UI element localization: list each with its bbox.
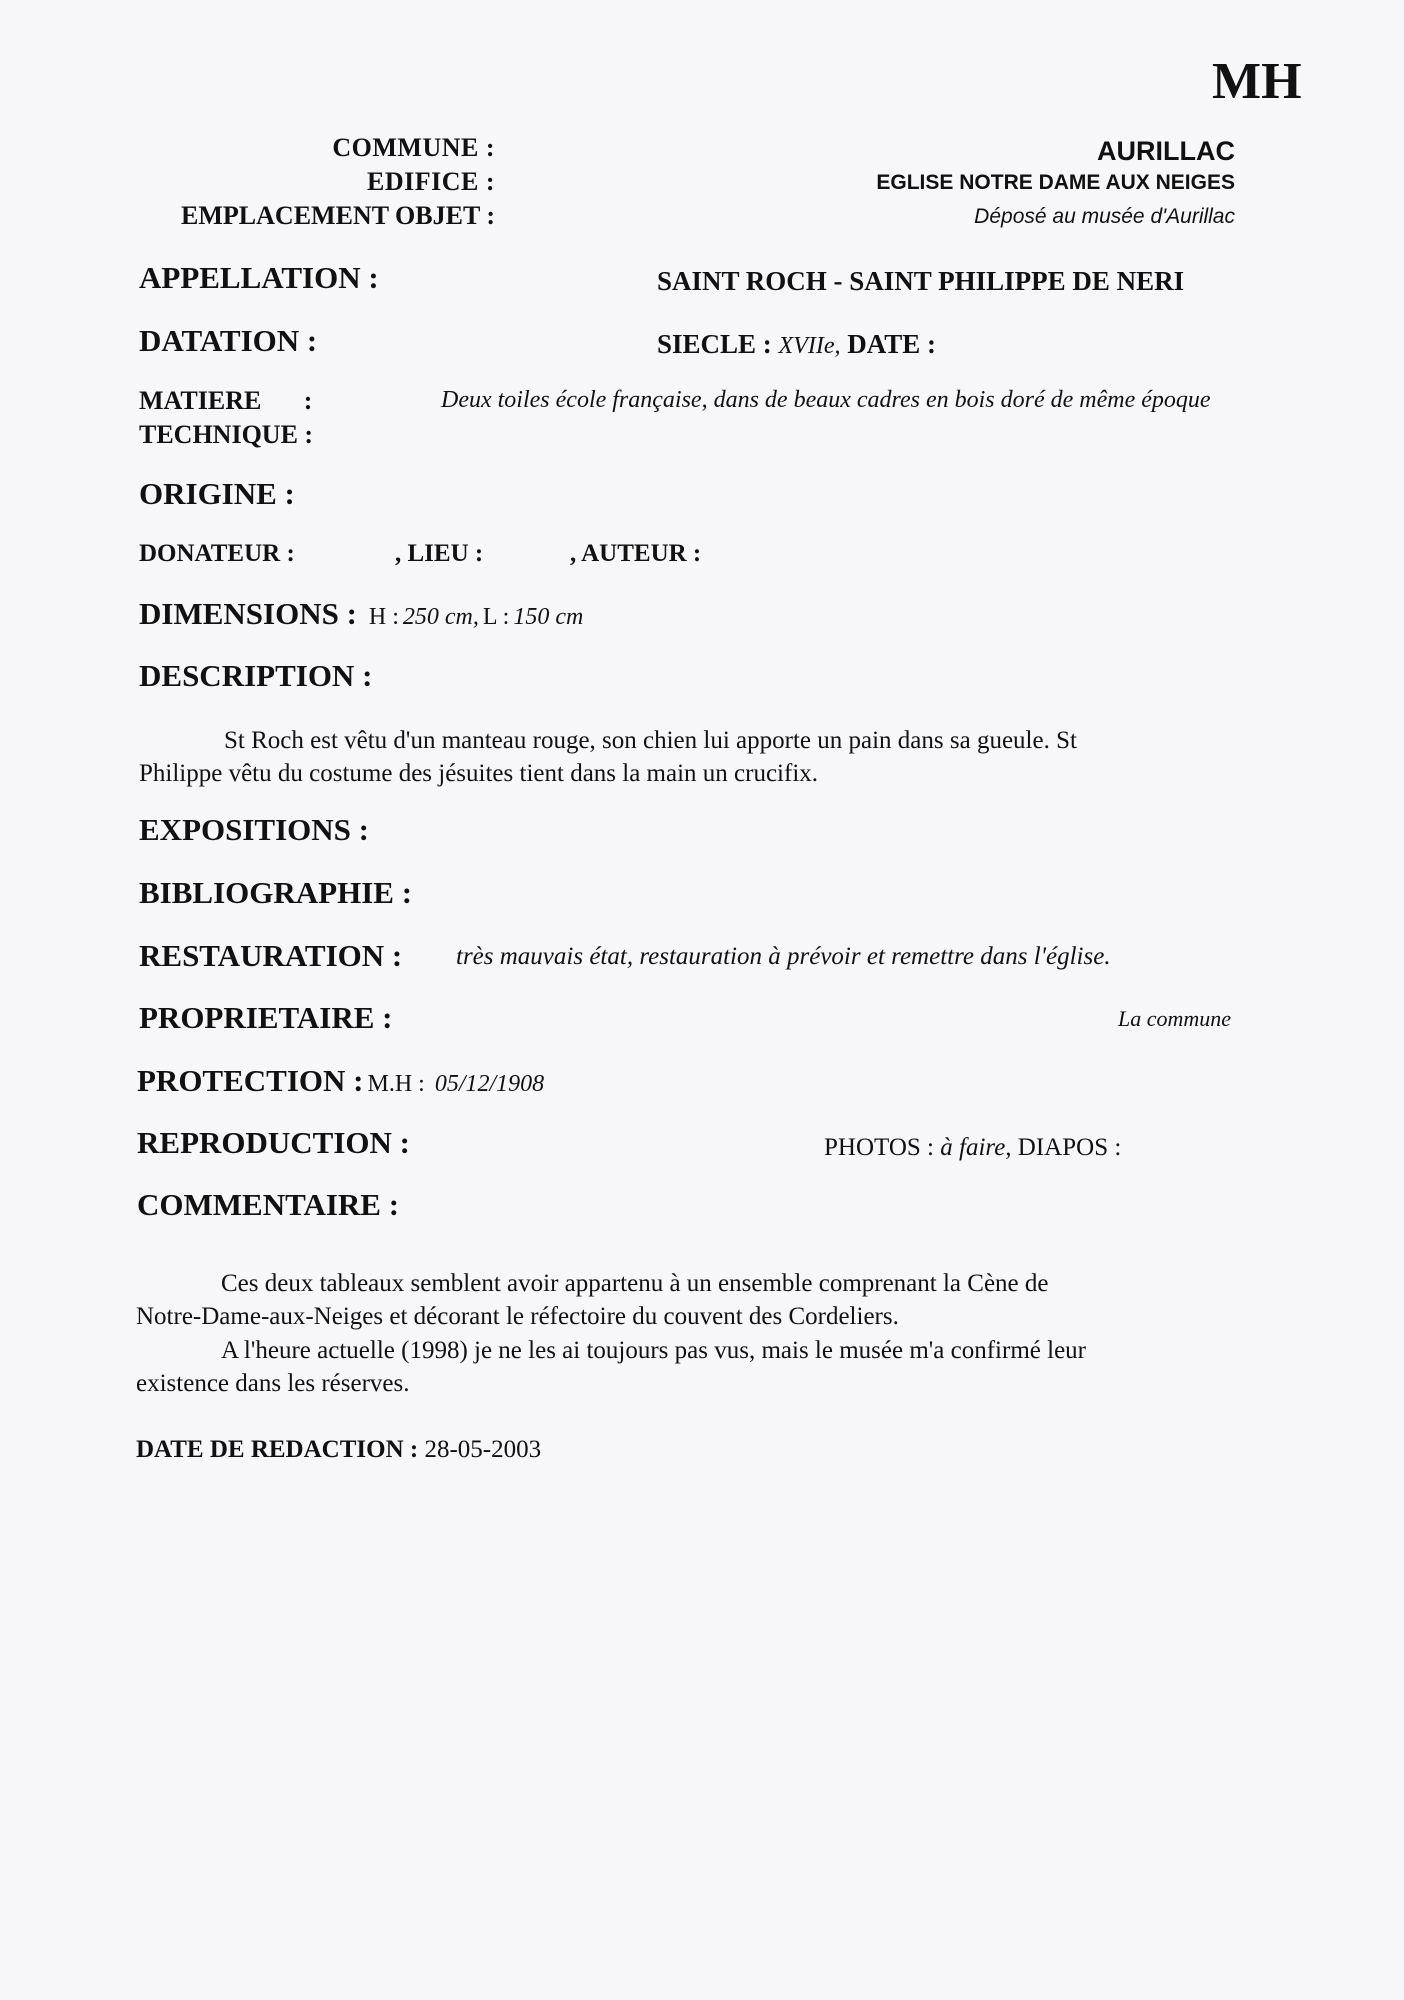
- commentaire-label: COMMENTAIRE :: [137, 1187, 400, 1222]
- date-label: DATE :: [847, 329, 937, 359]
- commentaire-line-4: existence dans les réserves.: [136, 1370, 410, 1397]
- datation-label: DATATION :: [139, 323, 318, 358]
- donateur-label: DONATEUR :: [139, 540, 295, 567]
- redaction-value: 28-05-2003: [424, 1436, 542, 1463]
- appellation-label: APPELLATION :: [139, 260, 379, 295]
- edifice-label: EDIFICE :: [366, 167, 495, 196]
- diapos-label: DIAPOS :: [1017, 1134, 1122, 1161]
- protection-line: [137, 1063, 544, 1099]
- protection-label: PROTECTION :: [137, 1063, 364, 1098]
- commune-value: AURILLAC: [1097, 136, 1235, 166]
- commune-label: COMMUNE :: [332, 133, 495, 162]
- proprietaire-value: La commune: [1117, 1006, 1231, 1031]
- redaction-line: [136, 1436, 541, 1464]
- dimensions-l-label: L :: [482, 604, 510, 630]
- reproduction-label: REPRODUCTION :: [137, 1125, 410, 1160]
- dimensions-label: DIMENSIONS :: [139, 596, 357, 631]
- reproduction-photos: [824, 1134, 1121, 1162]
- siecle-label: SIECLE :: [657, 329, 772, 359]
- lieu-label: , LIEU :: [395, 540, 484, 567]
- dimensions-l-value: 150 cm: [513, 604, 584, 630]
- photos-label: PHOTOS :: [824, 1134, 934, 1161]
- auteur-label: , AUTEUR :: [570, 540, 702, 567]
- commentaire-line-2: Notre-Dame-aux-Neiges et décorant le réfectoire du couvent des Cordeliers.: [136, 1303, 899, 1330]
- bibliographie-label: BIBLIOGRAPHIE :: [139, 875, 413, 910]
- emplacement-label: EMPLACEMENT OBJET :: [181, 201, 495, 230]
- commentaire-line-1: Ces deux tableaux semblent avoir appartenu à un ensemble comprenant la Cène de: [221, 1270, 1049, 1297]
- description-line-2: Philippe vêtu du costume des jésuites tient dans la main un crucifix.: [139, 760, 819, 787]
- emplacement-value: Déposé au musée d'Aurillac: [974, 205, 1235, 228]
- siecle-value: XVIIe,: [778, 333, 841, 359]
- protection-mh-label: M.H :: [367, 1071, 425, 1097]
- edifice-value: EGLISE NOTRE DAME AUX NEIGES: [876, 171, 1235, 194]
- dimensions-h-value: 250 cm,: [402, 604, 479, 630]
- description-label: DESCRIPTION :: [139, 658, 373, 693]
- matiere-label: MATIERE :: [139, 386, 313, 415]
- protection-mh-value: 05/12/1908: [434, 1071, 545, 1097]
- restauration-label: RESTAURATION :: [139, 938, 403, 973]
- restauration-value: très mauvais état, restauration à prévoir et remettre dans l'église.: [456, 943, 1111, 970]
- matiere-value: Deux toiles école française, dans de beaux cadres en bois doré de même époque: [441, 387, 1211, 413]
- proprietaire-label: PROPRIETAIRE :: [139, 1000, 393, 1035]
- description-line-1: St Roch est vêtu d'un manteau rouge, son chien lui apporte un pain dans sa gueule. St: [224, 727, 1077, 754]
- photos-value: à faire,: [940, 1134, 1012, 1161]
- siecle-line: [657, 329, 936, 360]
- technique-label: TECHNIQUE :: [139, 420, 314, 449]
- redaction-label: DATE DE REDACTION :: [136, 1436, 419, 1463]
- document-code: MH: [1212, 53, 1302, 110]
- dimensions-line: [139, 596, 583, 632]
- appellation-value: SAINT ROCH - SAINT PHILIPPE DE NERI: [657, 266, 1185, 296]
- dimensions-h-label: H :: [368, 604, 399, 630]
- expositions-label: EXPOSITIONS :: [139, 812, 369, 847]
- commentaire-line-3: A l'heure actuelle (1998) je ne les ai toujours pas vus, mais le musée m'a confirmé leur: [221, 1337, 1086, 1364]
- origine-label: ORIGINE :: [139, 476, 295, 511]
